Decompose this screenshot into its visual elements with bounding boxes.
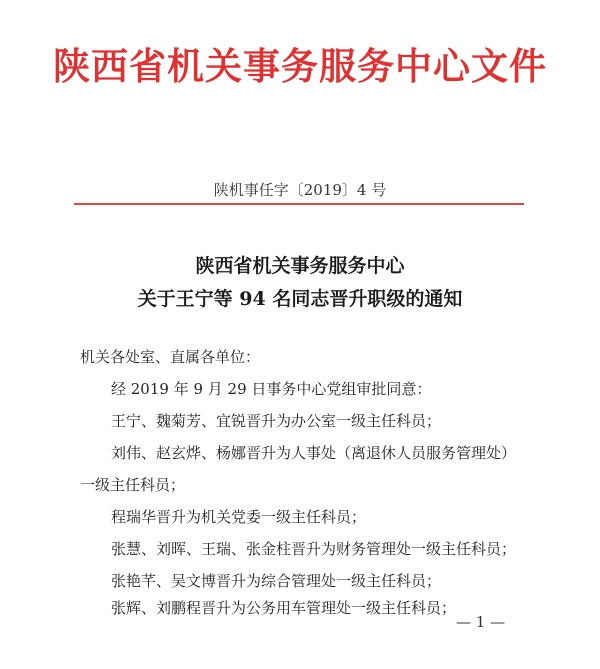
body-paragraph: 经 2019 年 9 月 29 日事务中心党组审批同意： [111,380,432,398]
salutation: 机关各处室、直属各单位： [80,348,261,366]
document-issuer-header: 陕西省机关事务服务中心文件 [53,45,547,88]
document-title-line-1: 陕西省机关事务服务中心 [195,255,405,277]
body-paragraph: 王宁、魏菊芳、宜锐晋升为办公室一级主任科员； [111,412,442,430]
body-paragraph: 程瑞华晋升为机关党委一级主任科员； [111,508,367,526]
body-paragraph: 刘伟、赵玄烨、杨娜晋升为人事处（离退休人员服务管理处） [111,444,517,462]
body-paragraph: 一级主任科员； [80,476,186,494]
body-paragraph: 张辉、刘鹏程晋升为公务用车管理处一级主任科员； [111,599,457,617]
red-divider-line [74,203,524,205]
document-title-line-2: 关于王宁等 94 名同志晋升职级的通知 [137,288,463,310]
document-number: 陕机事任字〔2019〕4 号 [213,181,387,199]
page-number: — 1 — [456,613,506,631]
body-paragraph: 张艳芊、吴文博晋升为综合管理处一级主任科员； [111,572,442,590]
body-paragraph: 张慧、刘晖、王瑞、张金柱晋升为财务管理处一级主任科员； [111,540,517,558]
